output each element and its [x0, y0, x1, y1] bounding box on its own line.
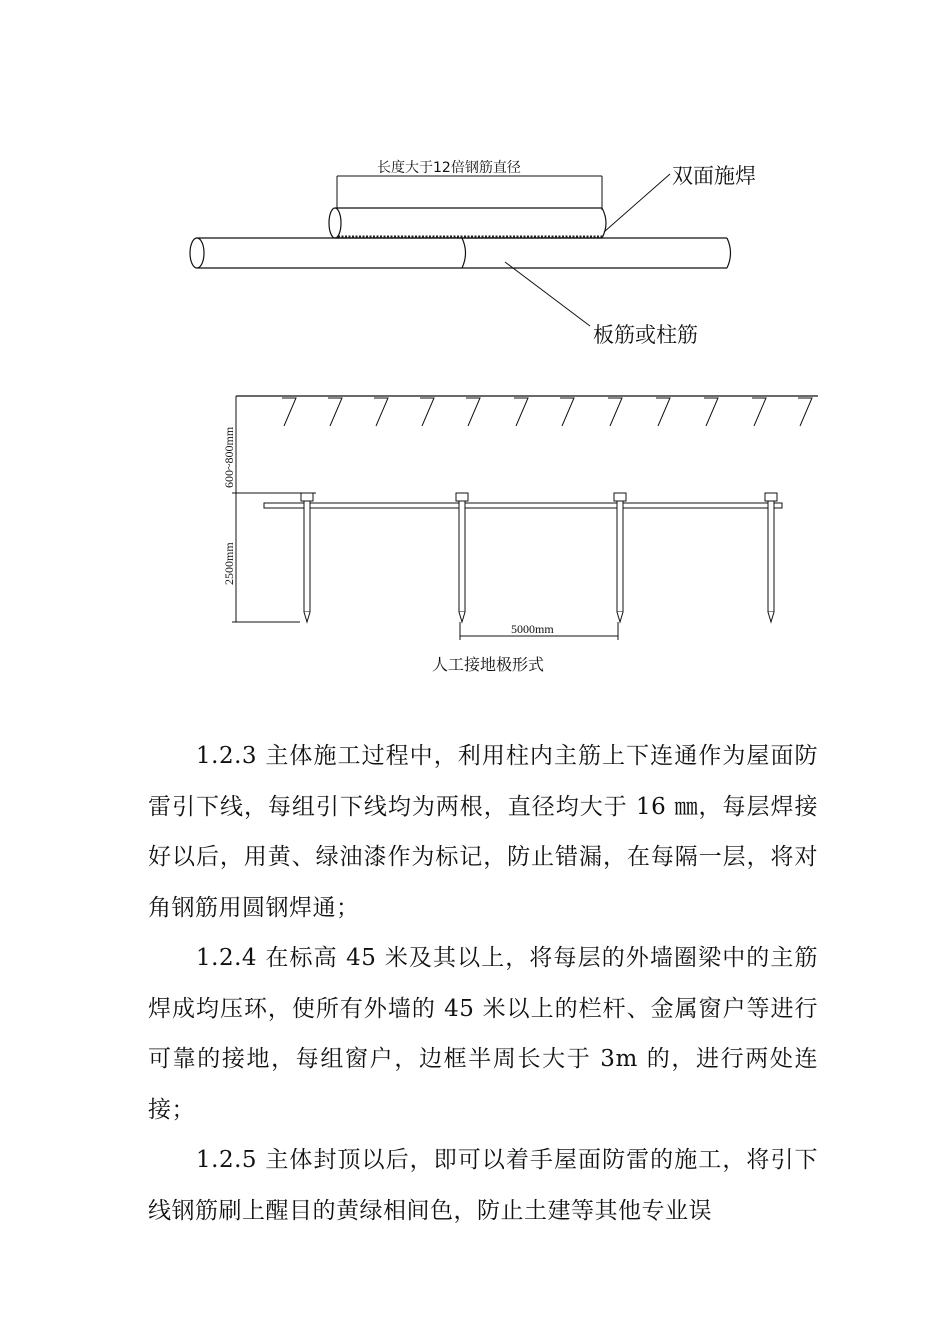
- double-weld-label: 双面施焊: [672, 164, 756, 188]
- electrode-length-label: 2500mm: [222, 542, 236, 585]
- rebar-label: 板筋或柱筋: [593, 323, 698, 347]
- figure-caption: 人工接地极形式: [432, 655, 545, 674]
- paragraph-1-2-3: 1.2.3 主体施工过程中，利用柱内主筋上下连通作为屋面防雷引下线，每组引下线均为两根，直径均大于 16 ㎜，每层焊接好以后，用黄、绿油漆作为标记，防止错漏，在每隔一层，将对角钢筋用圆钢焊通；: [148, 743, 818, 921]
- body-text: [148, 731, 818, 1236]
- grounding-electrode-diagram: [0, 380, 950, 650]
- paragraph-1-2-5: 1.2.5 主体封顶以后，即可以着手屋面防雷的施工，将引下线钢筋刷上醒目的黄绿相间色，防止土建等其他专业误: [148, 1147, 818, 1224]
- paragraph-1-2-4: 1.2.4 在标高 45 米及其以上，将每层的外墙圈梁中的主筋焊成均压环，使所有外墙的 45 米以上的栏杆、金属窗户等进行可靠的接地，每组窗户，边框半周长大于 3m 的，进行两处连接；: [148, 945, 818, 1123]
- weld-lap-diagram: [0, 0, 950, 360]
- lap-length-label: 长度大于12倍钢筋直径: [377, 160, 521, 176]
- burial-depth-label: 600~800mm: [222, 426, 236, 488]
- electrode-spacing-label: 5000mm: [511, 622, 554, 636]
